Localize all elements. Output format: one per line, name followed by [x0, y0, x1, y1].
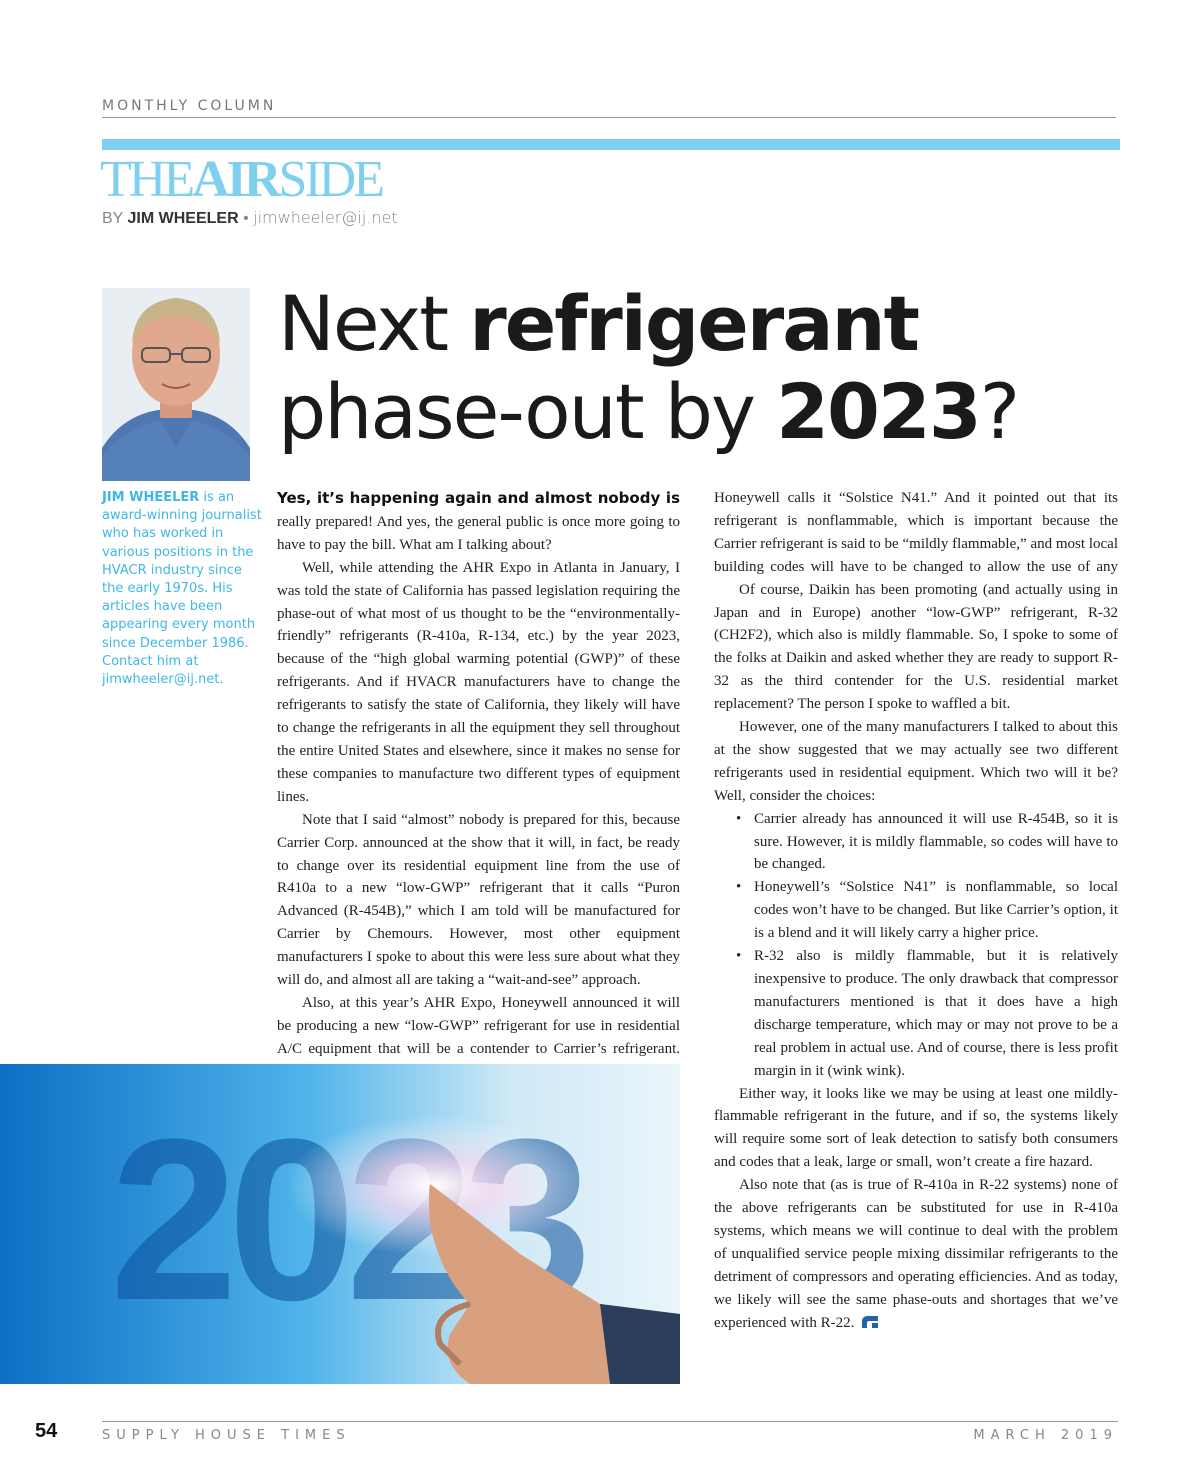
- bullet-icon: •: [736, 948, 742, 965]
- end-of-article-icon: [860, 1314, 880, 1330]
- byline-email: jimwheeler@ij.net: [253, 208, 398, 227]
- headline-line-1: [278, 280, 1158, 368]
- publication-name: SUPPLY HOUSE TIMES: [102, 1428, 351, 1443]
- article-paragraph: Note that I said “almost” nobody is prepared for this, because Carrier Corp. announced at the show that it will, in fact, be ready to change over its residential equipment line from the use of R410a to a new “low-GWP” refrigerant that it calls “Puron Advanced (R-454B),” which I am told will be manufactured for Carrier by Chemours. However, most other equipment manufacturers I spoke to about this were less sure about what they will do, and almost all are taking a “wait-and-see” approach.: [277, 811, 680, 989]
- article-column-left: [277, 487, 680, 1061]
- author-bio-name: JIM WHEELER: [102, 490, 200, 505]
- list-item: [714, 808, 1118, 877]
- author-photo: [102, 288, 250, 481]
- issue-date: MARCH 2019: [973, 1428, 1118, 1443]
- byline-prefix: BY: [102, 210, 128, 227]
- bullet-icon: •: [736, 879, 742, 896]
- feature-image: [0, 1064, 680, 1384]
- article-paragraph-1-rest: really prepared! And yes, the general public is once more going to have to pay the bill. What am I talking about?: [277, 513, 680, 553]
- list-item-text: Honeywell’s “Solstice N41” is nonflammable, so local codes won’t have to be changed. But like Carrier’s option, it is a blend and it will likely carry a higher price.: [754, 879, 1118, 942]
- column-title-side: SIDE: [278, 151, 382, 208]
- bullet-icon: •: [736, 810, 742, 827]
- article-paragraph: Well, while attending the AHR Expo in Atlanta in January, I was told the state of California has passed legislation requiring the phase-out of what most of us thought to be the “environmentally-friendly” refrigerants (R-410a, R-134, etc.) by the year 2023, because of the “high global warming potential (GWP)” of these refrigerants. And if HVACR manufacturers have to change the refrigerants to satisfy the state of California, they likely will have to change the refrigerants in all the equipment they sell throughout the entire United States and elsewhere, since it makes no sense for these companies to manufacture two different types of equipment lines.: [277, 559, 680, 805]
- author-portrait-icon: [102, 288, 250, 481]
- article-paragraph-4-continued: Honeywell calls it “Solstice N41.” And it pointed out that its refrigerant is nonflammable, which is important because the Carrier refrigerant is said to be “mildly flammable,” and most local building codes will have to be changed to allow the use of any: [714, 490, 1118, 575]
- article-paragraph: [714, 1174, 1118, 1334]
- article-paragraph: Of course, Daikin has been promoting (and actually using in Japan and in Europe) another “low-GWP” refrigerant, R-32 (CH2F2), which also is mildly flammable. So, I spoke to some of the folks at Daikin and asked whether they are ready to support R-32 as the third contender for the U.S. residential market replacement? The person I spoke to waffled a bit.: [714, 581, 1118, 713]
- article-paragraph: [277, 487, 680, 557]
- article-lead-in: Yes, it’s happening again and almost nobody is: [277, 489, 680, 507]
- article-paragraph: Either way, it looks like we may be using at least one mildly-flammable refrigerant in the future, and if so, the systems likely will require some sort of leak detection to satisfy both consumers and codes that a leak, large or small, won’t create a fire hazard.: [714, 1085, 1118, 1171]
- choices-list: [714, 808, 1118, 1083]
- list-item-text: Carrier already has announced it will use R-454B, so it is sure. However, it is mildly flammable, so codes will have to be changed.: [754, 810, 1118, 873]
- headline-bold-1: refrigerant: [469, 279, 918, 368]
- byline-author: JIM WHEELER: [127, 210, 239, 227]
- headline-regular-1: Next: [278, 279, 470, 368]
- article-paragraph: Also, at this year’s AHR Expo, Honeywell announced it will be producing a new “low-GWP” refrigerant for use in residential A/C equipment that will be a contender to Carrier’s refrigerant.: [277, 994, 680, 1057]
- article-paragraph-continued: [714, 487, 1118, 579]
- author-bio-text: is an award-winning journalist who has worked in various positions in the HVACR industry since the early 1970s. His articles have been appearing every month since December 1986. Contact him at jimwheeler@ij.net.: [102, 490, 262, 688]
- author-bio: [102, 489, 262, 689]
- column-title: [100, 152, 382, 208]
- headline-line-2: [278, 368, 1158, 456]
- touchscreen-2023-image-icon: [0, 1064, 680, 1384]
- header-divider: [102, 117, 1116, 118]
- headline-end: ?: [979, 367, 1019, 456]
- list-item: [714, 876, 1118, 945]
- article-column-right: [714, 487, 1118, 1335]
- headline-regular-2: phase-out by: [278, 367, 777, 456]
- section-label: MONTHLY COLUMN: [102, 98, 277, 114]
- headline-bold-2: 2023: [776, 367, 980, 456]
- page-number: 54: [35, 1420, 58, 1442]
- accent-bar: [102, 139, 1120, 150]
- list-item: [714, 945, 1118, 1082]
- article-paragraph: However, one of the many manufacturers I talked to about this at the show suggested that we may actually see two different refrigerants used in residential equipment. Which two will it be? Well, consider the choices:: [714, 719, 1118, 804]
- column-title-air: AIR: [192, 151, 279, 208]
- byline: [102, 208, 398, 228]
- headline: [278, 280, 1158, 456]
- footer-divider: [102, 1421, 1118, 1422]
- byline-separator: •: [238, 210, 254, 227]
- list-item-text: R-32 also is mildly flammable, but it is relatively inexpensive to produce. The only drawback that compressor manufacturers mentioned is that it does have a high discharge temperature, which may or may not prove to be a real problem in actual use. And of course, there is less profit margin in it (wink wink).: [754, 948, 1118, 1079]
- column-title-the: THE: [100, 151, 193, 208]
- article-final-text: Also note that (as is true of R-410a in R-22 systems) none of the above refrigerants can be substituted for use in R-410a systems, which means we will continue to deal with the problem of unqualified service people mixing dissimilar refrigerants to the detriment of compressors and operating efficiencies. And as today, we likely will see the same phase-outs and shortages that we’ve experienced with R-22.: [714, 1177, 1118, 1331]
